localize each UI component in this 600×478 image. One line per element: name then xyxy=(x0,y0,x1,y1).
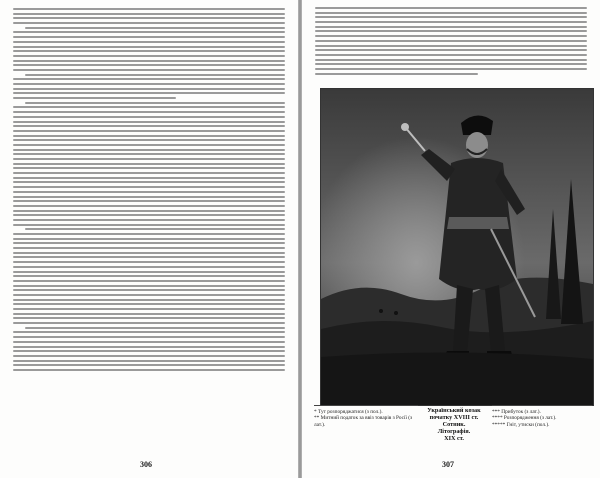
caption-line-4: Літографія. xyxy=(437,428,471,435)
caption-line-3: Сотник. xyxy=(442,421,466,428)
left-page xyxy=(0,0,298,478)
left-page-number: 306 xyxy=(140,460,152,469)
right-page xyxy=(302,0,600,478)
caption-line-2: початку XVIII ст. xyxy=(429,414,479,421)
footnotes-right xyxy=(492,409,592,428)
caption-line-1: Український козак xyxy=(427,407,481,414)
right-page-number: 307 xyxy=(442,460,454,469)
footnotes-left xyxy=(314,409,418,428)
caption-line-5: XIX ст. xyxy=(444,435,464,442)
footnote-1: * Тут розпоряджатися (з пол.). xyxy=(314,409,383,415)
footnote-3: *** Прибуток (з лат.). xyxy=(492,409,541,415)
footnote-2: ** Митний податок за ввіз товарів з Росії (з лат.). xyxy=(314,415,413,428)
left-page-body-text xyxy=(13,8,285,374)
cossack-lithograph-illustration xyxy=(320,88,594,406)
illustration-caption xyxy=(424,407,484,442)
footnote-4: **** Розпорядження (з лат.). xyxy=(492,415,557,422)
footnote-rule-left xyxy=(314,405,418,406)
right-page-body-text xyxy=(315,7,587,77)
footnote-rule-right xyxy=(492,405,592,406)
footnote-5: ***** Гніт, утиски (пол.). xyxy=(492,421,550,428)
cossack-portrait-image xyxy=(321,89,593,405)
